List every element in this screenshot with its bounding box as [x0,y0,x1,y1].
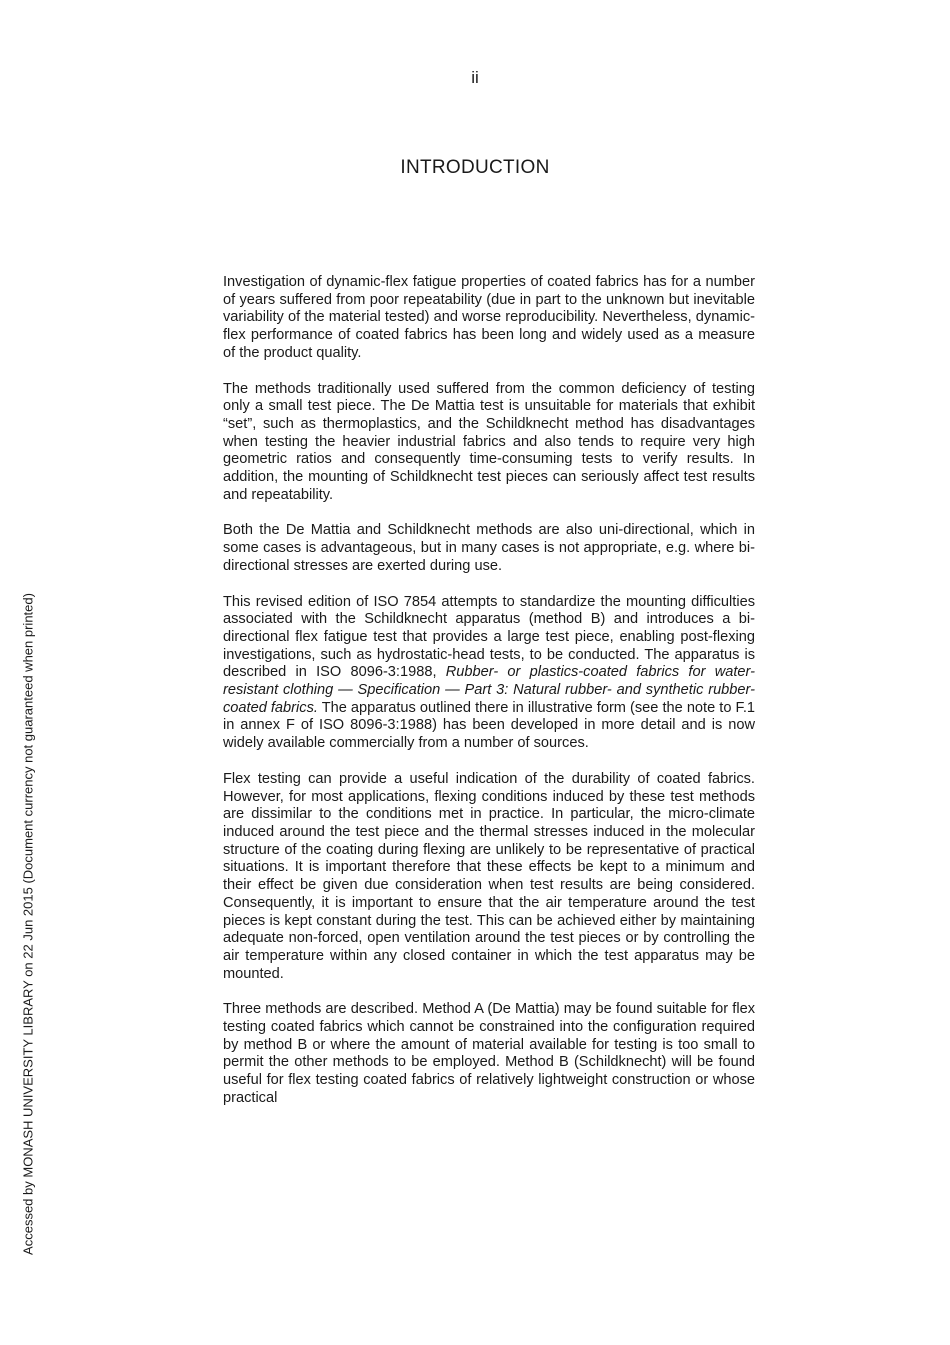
paragraph-6: Three methods are described. Method A (De Mattia) may be found suitable for flex testing coated fabrics which cannot be constrained into the configuration required by method B or where the amount of material available for testing is too small to permit the other methods to be employed. Method B (Schildknecht) will be found useful for flex testing coated fabrics of relatively lightweight construction or whose practical [223,1001,755,1106]
paragraph-1: Investigation of dynamic-flex fatigue properties of coated fabrics has for a number of years suffered from poor repeatability (due in part to the unknown but inevitable variability of the material tested) and worse reproducibility. Nevertheless, dynamic-flex performance of coated fabrics has been long and widely used as a measure of the product quality. [223,274,755,361]
section-heading: INTRODUCTION [400,157,550,178]
paragraph-4 [223,594,755,753]
paragraph-4-text-before: This revised edition of ISO 7854 attempts to standardize the mounting difficulties associated with the Schildknecht apparatus (method B) and introduces a bi-directional flex fatigue test that provides a large test piece, enabling post-flexing investigations, such as hydrostatic-head tests, to be conducted. The apparatus is described in ISO 8096-3:1988, [223,593,755,681]
paragraph-4-standard-title: Rubber- or plastics-coated fabrics for water-resistant clothing — Specification — Part 3: Natural rubber- and synthetic rubber-coated fabrics. [223,664,755,716]
paragraph-3: Both the De Mattia and Schildknecht methods are also uni-directional, which in some cases is advantageous, but in many cases is not appropriate, e.g. where bi-directional stresses are exerted during use. [223,522,755,574]
paragraph-4-text-after: The apparatus outlined there in illustrative form (see the note to F.1 in annex F of ISO 8096-3:1988) has been developed in more detail and is now widely available commercially from a number of sources. [223,699,755,752]
paragraph-2: The methods traditionally used suffered from the common deficiency of testing only a small test piece. The De Mattia test is unsuitable for materials that exhibit “set”, such as thermoplastics, and the Schildknecht method has disadvantages when testing the heavier industrial fabrics and also tends to require very high geometric ratios and consequently time-consuming tests to verify results. In addition, the mounting of Schildknecht test pieces can seriously affect test results and repeatability. [223,380,755,503]
introduction-body [223,274,755,1126]
access-watermark-text: Accessed by MONASH UNIVERSITY LIBRARY on 22 Jun 2015 (Document currency not guaranteed when printed) [20,593,36,1255]
paragraph-5: Flex testing can provide a useful indication of the durability of coated fabrics. However, for most applications, flexing conditions induced by these test methods are dissimilar to the conditions met in practice. In particular, the micro-climate induced around the test piece and the thermal stresses induced in the molecular structure of the coating during flexing are unlikely to be representative of practical situations. It is important therefore that these effects be kept to a minimum and their effect be given due consideration when test results are being considered. Consequently, it is important to ensure that the air temperature around the test pieces is kept constant during the test. This can be achieved either by maintaining adequate non-forced, open ventilation around the test pieces or by controlling the air temperature within any closed container in which the test apparatus may be mounted. [223,770,755,982]
page-number: ii [471,68,479,87]
